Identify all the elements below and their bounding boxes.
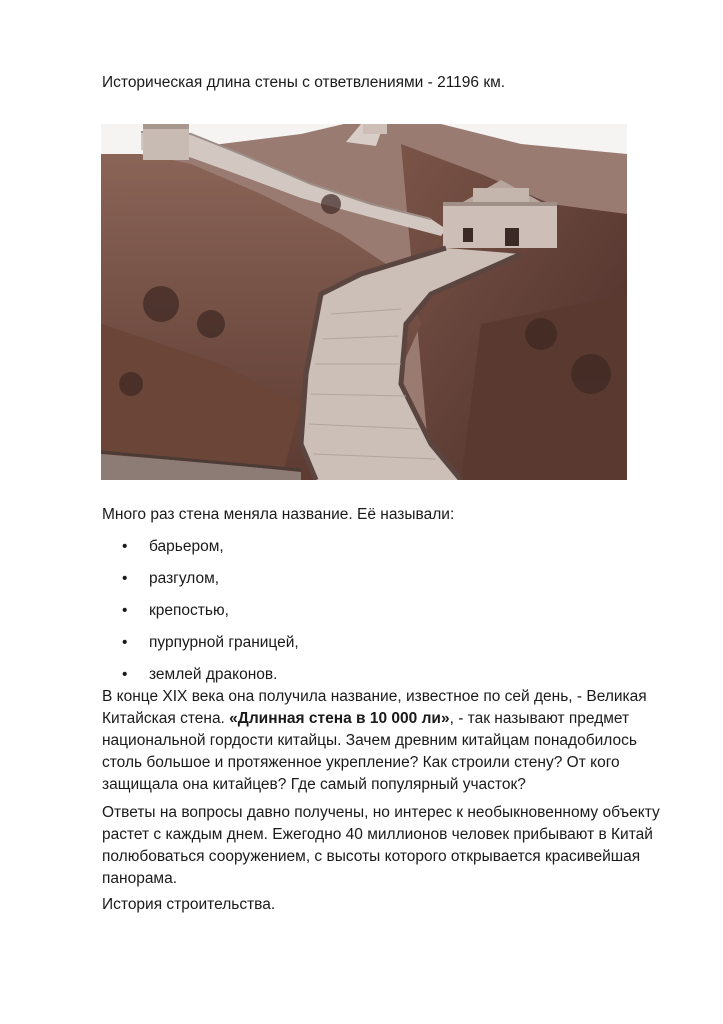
list-item: [122, 600, 299, 632]
paragraph-line: панорама.: [102, 870, 178, 887]
list-item-label: землей драконов.: [149, 666, 278, 683]
list-item-label: разгулом,: [149, 570, 220, 587]
list-item: [122, 536, 299, 568]
paragraph-text: , - так называют предмет: [449, 710, 630, 727]
names-intro: Много раз стена меняла название. Её называли:: [102, 506, 455, 523]
great-wall-illustration: [101, 124, 627, 480]
paragraph-line: полюбоваться сооружением, с высоты которого открывается красивейшая: [102, 848, 641, 865]
paragraph-line: В конце XIX века она получила название, известное по сей день, - Великая: [102, 688, 647, 705]
historical-length-line: Историческая длина стены с ответвлениями - 21196 км.: [102, 74, 506, 91]
paragraph-line: национальной гордости китайцы. Зачем древним китайцам понадобилось: [102, 732, 637, 749]
great-wall-photo: [101, 124, 627, 480]
paragraph-line: защищала она китайцев? Где самый популярный участок?: [102, 776, 526, 793]
list-item-label: крепостью,: [149, 602, 229, 619]
name-history-paragraph: [102, 686, 702, 796]
bold-phrase: «Длинная стена в 10 000 ли»: [229, 710, 450, 727]
paragraph-line: История строительства.: [102, 896, 276, 913]
names-list: [122, 536, 299, 696]
bullet-icon: •: [122, 602, 128, 619]
answers-paragraph: [102, 802, 702, 890]
construction-history-heading: [102, 894, 702, 916]
list-item: [122, 632, 299, 664]
bullet-icon: •: [122, 570, 128, 587]
bullet-icon: •: [122, 538, 128, 555]
bullet-icon: •: [122, 634, 128, 651]
list-item-label: пурпурной границей,: [149, 634, 299, 651]
list-item: [122, 568, 299, 600]
paragraph-line: растет с каждым днем. Ежегодно 40 миллионов человек прибывают в Китай: [102, 826, 653, 843]
paragraph-text: Китайская стена.: [102, 710, 230, 727]
paragraph-line: столь большое и протяженное укрепление? Как строили стену? От кого: [102, 754, 620, 771]
paragraph-line: [102, 708, 702, 730]
paragraph-line: Ответы на вопросы давно получены, но интерес к необыкновенному объекту: [102, 804, 660, 821]
bullet-icon: •: [122, 666, 128, 683]
list-item-label: барьером,: [149, 538, 224, 555]
